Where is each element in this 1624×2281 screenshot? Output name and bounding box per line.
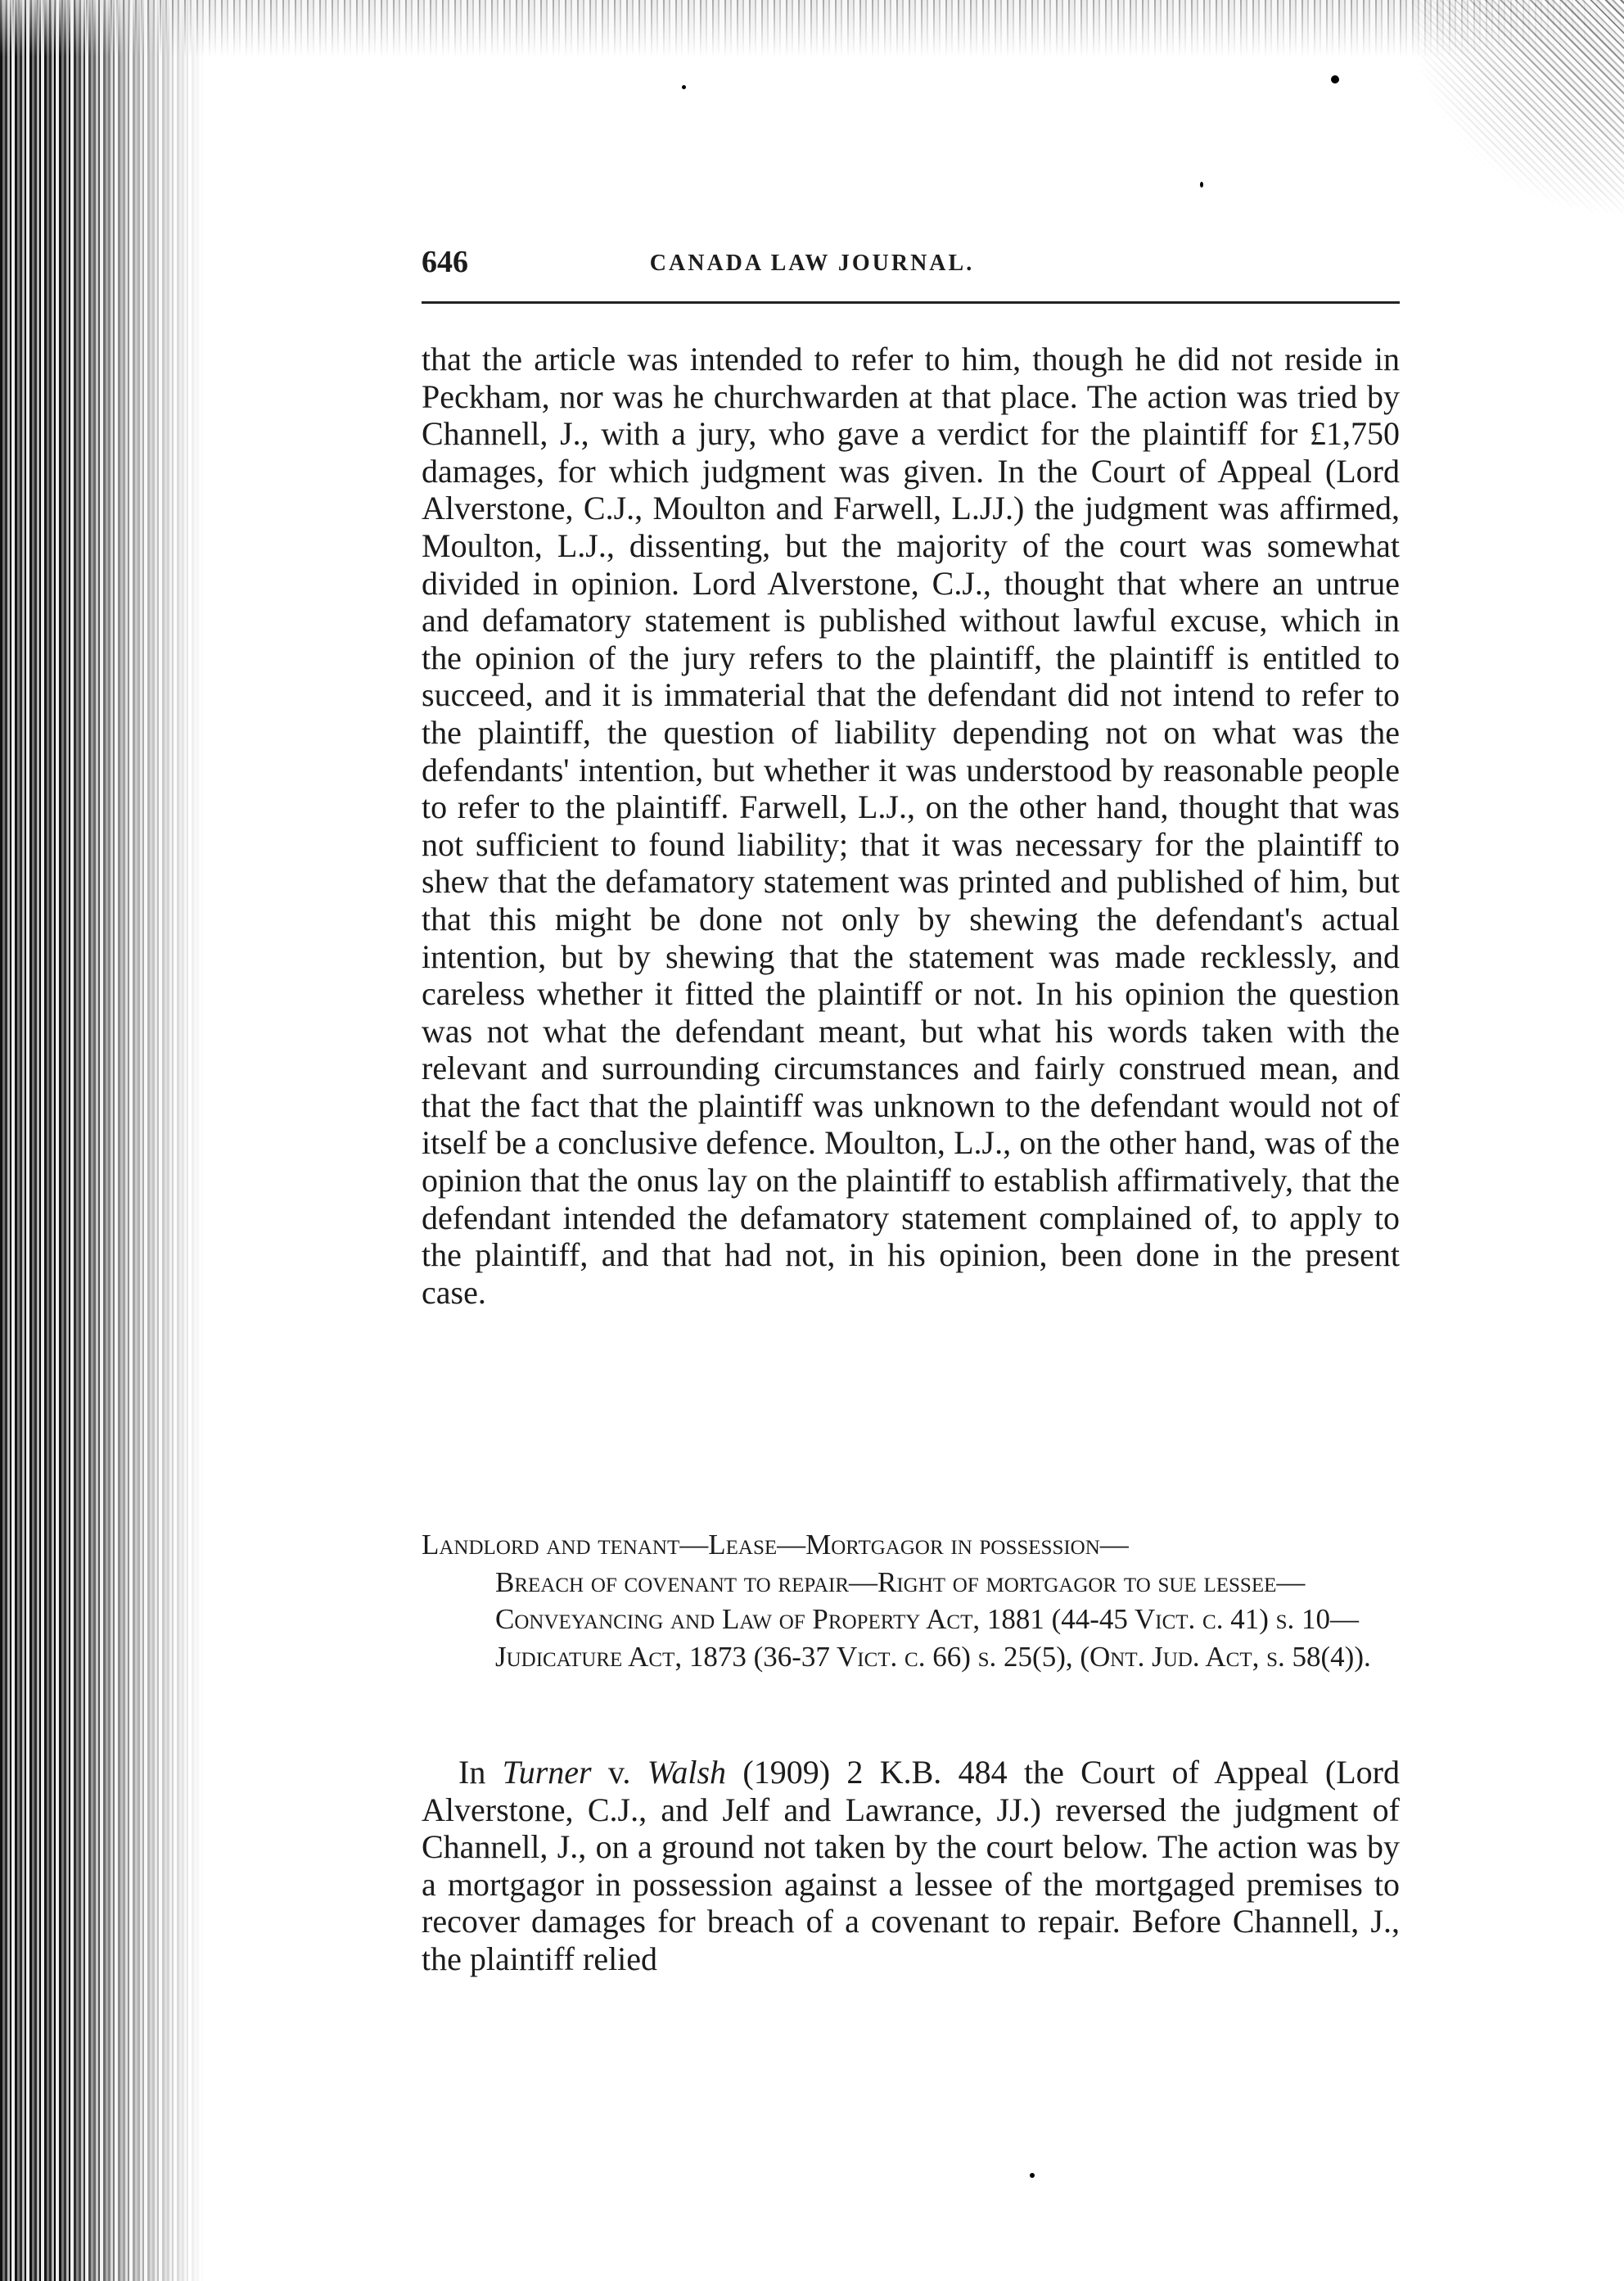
case-party-1: Turner: [502, 1754, 592, 1791]
paragraph-2-rest: (1909) 2 K.B. 484 the Court of Appeal (Lord Alverstone, C.J., and Jelf and Lawrance, JJ.) reversed the judgment of Channell, J., on a ground not taken by the court below. The action was by a mortgagor in possession against a lessee of the mortgaged premises to recover damages for breach of a covenant to repair. Before Channell, J., the plaintiff relied: [422, 1754, 1400, 1977]
paragraph-1-text: that the article was intended to refer to him, though he did not reside in Peckham, nor was he churchwarden at that place. The action was tried by Channell, J., with a jury, who gave a verdict for the plaintiff for £1,750 damages, for which judgment was given. In the Court of Appeal (Lord Alverstone, C.J., Moulton and Farwell, L.JJ.) the judgment was affirmed, Moulton, L.J., dissenting, but the majority of the court was somewhat divided in opinion. Lord Alverstone, C.J., thought that where an untrue and defamatory statement is published without lawful excuse, which in the opinion of the jury refers to the plaintiff, the plaintiff is entitled to succeed, and it is immaterial that the defendant did not intend to refer to the plaintiff, the question of liability depending not on what was the defendants' intention, but whether it was understood by reasonable people to refer to the plaintiff. Farwell, L.J., on the other hand, thought that was not sufficient to found liability; that it was necessary for the plaintiff to shew that the defamatory statement was printed and published of him, but that this might be done not only by shewing the defendant's actual intention, but by shewing that the statement was made recklessly, and careless whether it fitted the plaintiff or not. In his opinion the question was not what the defendant meant, but what his words taken with the relevant and surrounding circumstances and fairly construed mean, and that the fact that the plaintiff was unknown to the defendant would not of itself be a conclusive defence. Moulton, L.J., on the other hand, was of the opinion that the onus lay on the plaintiff to establish affirmatively, that the defendant intended the defamatory statement complained of, to apply to the plaintiff, and that had not, in his opinion, been done in the present case.: [422, 341, 1400, 1311]
scan-speck: [682, 85, 686, 89]
scan-binding-shadow: [0, 0, 205, 2281]
case-party-2: Walsh: [647, 1754, 727, 1791]
scan-corner-noise: [1411, 0, 1624, 213]
heading-continuation: Breach of covenant to repair—Right of mortgagor to sue lessee—Conveyancing and Law of Property Act, 1881 (44-45 Vict. c. 41) s. 10—Judicature Act, 1873 (36-37 Vict. c. 66) s. 25(5), (Ont. Jud. Act, s. 58(4)).: [495, 1565, 1371, 1673]
case-intro: In: [458, 1754, 486, 1791]
section-heading: [422, 1526, 1400, 1675]
scan-speck: [1030, 2173, 1035, 2178]
body-paragraph-2: [422, 1754, 1400, 1978]
scan-speck: [1200, 182, 1203, 187]
body-paragraph-1: [422, 341, 1400, 1311]
case-versus: v.: [591, 1754, 647, 1791]
scan-speck: [1331, 75, 1339, 84]
scan-top-edge-noise: [0, 0, 1624, 57]
paragraph-2-text: [422, 1754, 1400, 1978]
page-number: 646: [422, 245, 468, 279]
header-rule: [422, 301, 1400, 304]
heading-first-line: Landlord and tenant—Lease—Mortgagor in possession—: [422, 1529, 1129, 1561]
running-head: CANADA LAW JOURNAL.: [649, 251, 975, 276]
